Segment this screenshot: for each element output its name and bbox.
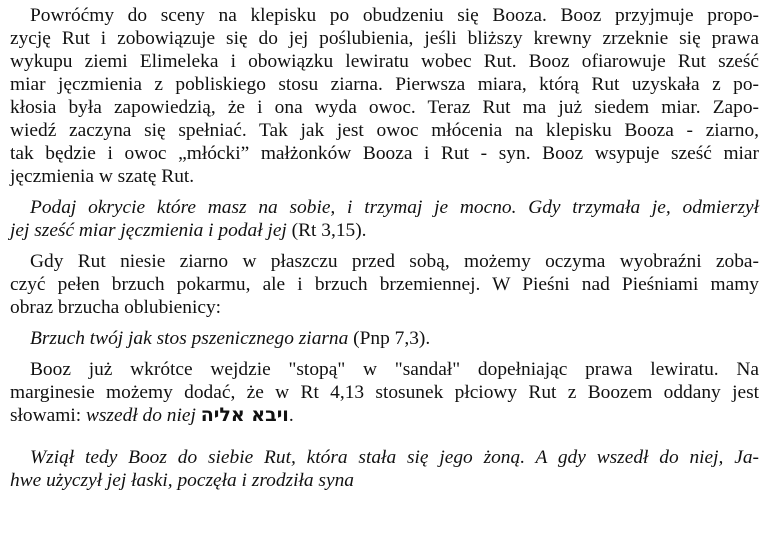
quote-rt-3-15-text: jej sześć miar jęczmienia i podał jej [10, 220, 287, 241]
paragraph-1-line-3: wykupu ziemi Elimeleka i obowiązku lewiratu wobec Rut. Booz ofiarowuje Rut sześć [10, 51, 759, 72]
quote-rt-3-15-line-2 [10, 219, 759, 242]
quote-rt-4-13-line-1: Wziął tedy Booz do siebie Rut, która stała się jego żoną. A gdy wszedł do niej, Ja- [30, 447, 759, 468]
paragraph-1-line-2: zycję Rut i zobowiązuje się do jej poślubienia, jeśli bliższy krewny zrzeknie się prawa [10, 28, 759, 49]
paragraph-1-line-7: tak będzie i owoc „młócki” małżonków Booza i Rut - syn. Booz wsypuje sześć miar [10, 143, 759, 164]
paragraph-5-suffix: . [288, 405, 294, 426]
paragraph-5-prefix: słowami: [10, 405, 86, 426]
paragraph-5-italic-phrase: wszedł do niej [85, 405, 196, 426]
paragraph-3-line-2: czyć pełen brzuch pokarmu, ale i brzuch brzemiennej. W Pieśni nad Pieśniami mamy [10, 274, 759, 295]
hebrew-phrase: ויבא אליה [200, 404, 289, 426]
paragraph-1-line-4: miar jęczmienia z pobliskiego stosu ziarna. Pierwsza miara, którą Rut uzyskała z po- [10, 74, 759, 95]
paragraph-5-line-1: Booz już wkrótce wejdzie "stopą" w "sandał" dopełniając prawa lewiratu. Na [30, 359, 759, 380]
quote-rt-3-15-reference: (Rt 3,15). [286, 220, 367, 241]
paragraph-1-line-5: kłosia była zapowiedzią, że i ona wyda owoc. Teraz Rut ma już siedem miar. Zapo- [10, 97, 759, 118]
paragraph-1-line-6: wiedź zaczyna się spełniać. Tak jak jest owoc młócenia na klepisku Booza - ziarno, [10, 120, 759, 141]
paragraph-1-line-8: jęczmienia w szatę Rut. [10, 166, 195, 187]
paragraph-3-line-3: obraz brzucha oblubienicy: [10, 297, 222, 318]
paragraph-1-line-1: Powróćmy do sceny na klepisku po obudzeniu się Booza. Booz przyjmuje propo- [30, 5, 759, 26]
quote-rt-3-15-line-1: Podaj okrycie które masz na sobie, i trzymaj je mocno. Gdy trzymała je, odmierzył [30, 197, 759, 218]
quote-pnp-7-3 [10, 327, 759, 350]
paragraph-3-line-1: Gdy Rut niesie ziarno w płaszczu przed sobą, możemy oczyma wyobraźni zoba- [30, 251, 759, 272]
quote-rt-4-13-line-2: hwe użyczył jej łaski, poczęła i zrodziła syna [10, 470, 354, 491]
quote-pnp-7-3-reference: (Pnp 7,3). [348, 328, 431, 349]
quote-pnp-7-3-text: Brzuch twój jak stos pszenicznego ziarna [30, 328, 349, 349]
paragraph-5-line-2: marginesie możemy dodać, że w Rt 4,13 stosunek płciowy Rut z Boozem oddany jest [10, 382, 759, 403]
paragraph-5-line-3 [10, 404, 759, 427]
